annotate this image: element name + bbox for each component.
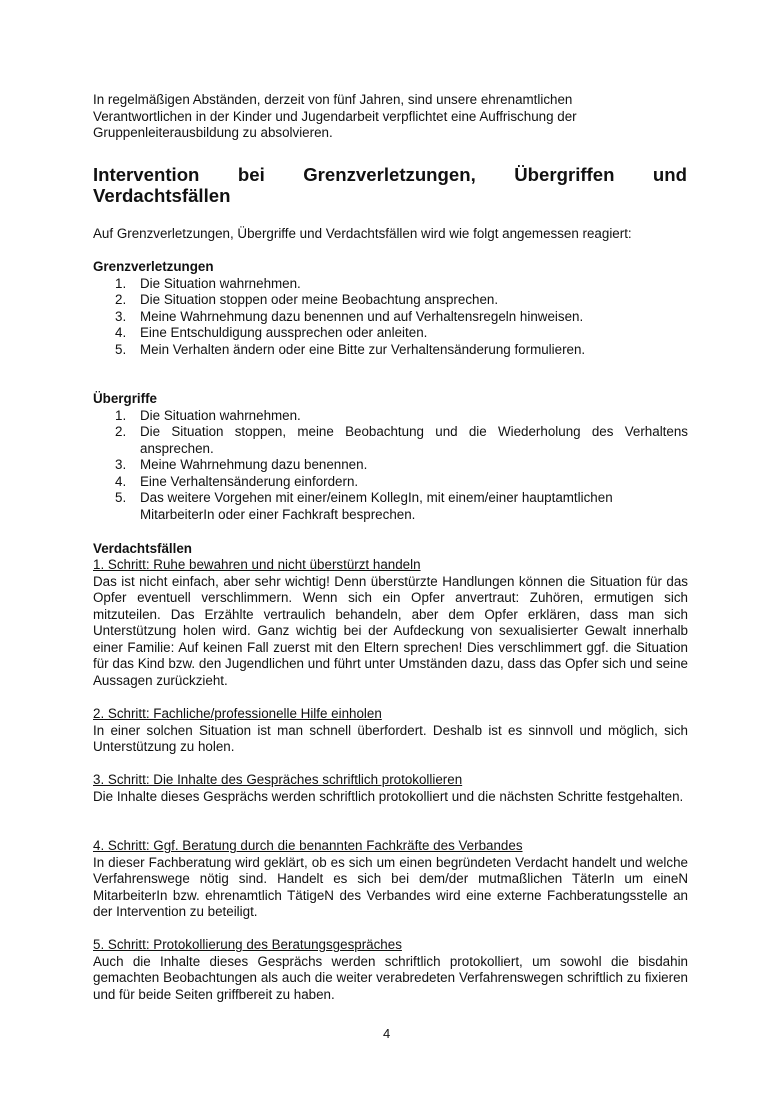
step-title: 1. Schritt: Ruhe bewahren und nicht überstürzt handeln [93,557,421,572]
list-item: 4. Eine Entschuldigung aussprechen oder anleiten. [115,325,428,340]
subsection-title: Grenzverletzungen [93,259,214,274]
list-item: 1. Die Situation wahrnehmen. [115,275,301,291]
list-item: 3. Meine Wahrnehmung dazu benennen. [115,457,368,472]
step-block [93,557,688,689]
step-text: Auch die Inhalte dieses Gesprächs werden schriftlich protokolliert, um sowohl die bisdahin gemachten Beobachtungen als auch die weiter verabredeten Verfahrenswegen schriftlich zu fixieren und für beide Seiten griffbereit zu haben. [93,953,688,1002]
intro-paragraph [93,92,653,142]
list-item: 1. Die Situation wahrnehmen. [115,407,301,423]
intro-line: Gruppenleiterausbildung zu absolvieren. [93,125,333,140]
step-title: 3. Schritt: Die Inhalte des Gespräches schriftlich protokollieren [93,772,463,787]
intro-line: Verantwortlichen in der Kinder und Jugendarbeit verpflichtet eine Auffrischung der [93,108,577,124]
page-number: 4 [383,1026,391,1041]
verdachtsfaelle-section [93,541,688,558]
grenzverletzungen-section [93,259,688,358]
list-item: 5. Das weitere Vorgehen mit einer/einem KollegIn, mit einem/einer hauptamtlichen MitarbeiterIn oder einer Fachkraft besprechen. [115,490,613,522]
uebergriffe-section [93,391,688,523]
step-text: Das ist nicht einfach, aber sehr wichtig! Denn überstürzte Handlungen können die Situation für das Opfer eventuell verschlimmern. Wenn sich ein Opfer anvertraut: Zuhören, ermutigen sich mitzuteilen. Das Erzählte vertraulich behandeln, aber dem Opfer erklären, dass man sich Unterstützung holen wird. Ganz wichtig bei der Aufdeckung von sexualisierter Gewalt innerhalb einer Familie: Auf keinen Fall zuerst mit den Eltern sprechen! Dies verschlimmert ggf. die Situation für das Kind bzw. den Jugendlichen und führt unter Umständen dazu, dass das Opfer sich und seine Aussagen zurückzieht. [93,573,688,688]
intro-line: In regelmäßigen Abständen, derzeit von fünf Jahren, sind unsere ehrenamtlichen [93,92,573,107]
heading-word: Übergriffen [514,164,615,185]
step-text: In dieser Fachberatung wird geklärt, ob es sich um einen begründeten Verdacht handelt und welche Verfahrenswege nötig sind. Handelt es sich bei dem/der mutmaßlichen TäterIn um eineN MitarbeiterIn bzw. ehrenamtlich TätigeN des Verbandes wird eine externe Fachberatungsstelle an der Intervention zu beteiligt. [93,854,688,919]
heading-word: und [652,164,687,185]
list-item: 5. Mein Verhalten ändern oder eine Bitte zur Verhaltensänderung formulieren. [115,341,586,357]
list-item: 2. Die Situation stoppen, meine Beobachtung und die Wiederholung des Verhaltens ansprechen. [115,424,688,456]
subsection-title: Verdachtsfällen [93,541,192,556]
heading-line-2: Verdachtsfällen [93,185,231,206]
list-item: 2. Die Situation stoppen oder meine Beobachtung ansprechen. [115,292,499,307]
step-title: 4. Schritt: Ggf. Beratung durch die benannten Fachkräfte des Verbandes [93,838,523,853]
section-heading [93,164,687,206]
uebergriffe-list [93,408,688,524]
heading-word: bei [237,164,265,185]
list-item: 3. Meine Wahrnehmung dazu benennen und auf Verhaltensregeln hinweisen. [115,308,584,324]
step-block [93,706,688,756]
step-block [93,838,688,921]
step-title: 2. Schritt: Fachliche/professionelle Hilfe einholen [93,706,382,721]
step-text: Die Inhalte dieses Gesprächs werden schriftlich protokolliert und die nächsten Schritte festgehalten. [93,788,684,804]
heading-word: Intervention [93,164,200,185]
heading-word: Grenzverletzungen, [303,164,476,185]
grenzverletzungen-list [93,276,688,359]
subsection-title: Übergriffe [93,391,157,406]
step-block [93,937,688,1003]
list-item: 4. Eine Verhaltensänderung einfordern. [115,473,359,489]
step-title: 5. Schritt: Protokollierung des Beratungsgespräches [93,937,402,952]
lead-paragraph: Auf Grenzverletzungen, Übergriffe und Verdachtsfällen wird wie folgt angemessen reagiert: [93,226,632,241]
step-block [93,772,688,805]
step-text: In einer solchen Situation ist man schnell überfordert. Deshalb ist es sinnvoll und möglich, sich Unterstützung zu holen. [93,722,688,754]
